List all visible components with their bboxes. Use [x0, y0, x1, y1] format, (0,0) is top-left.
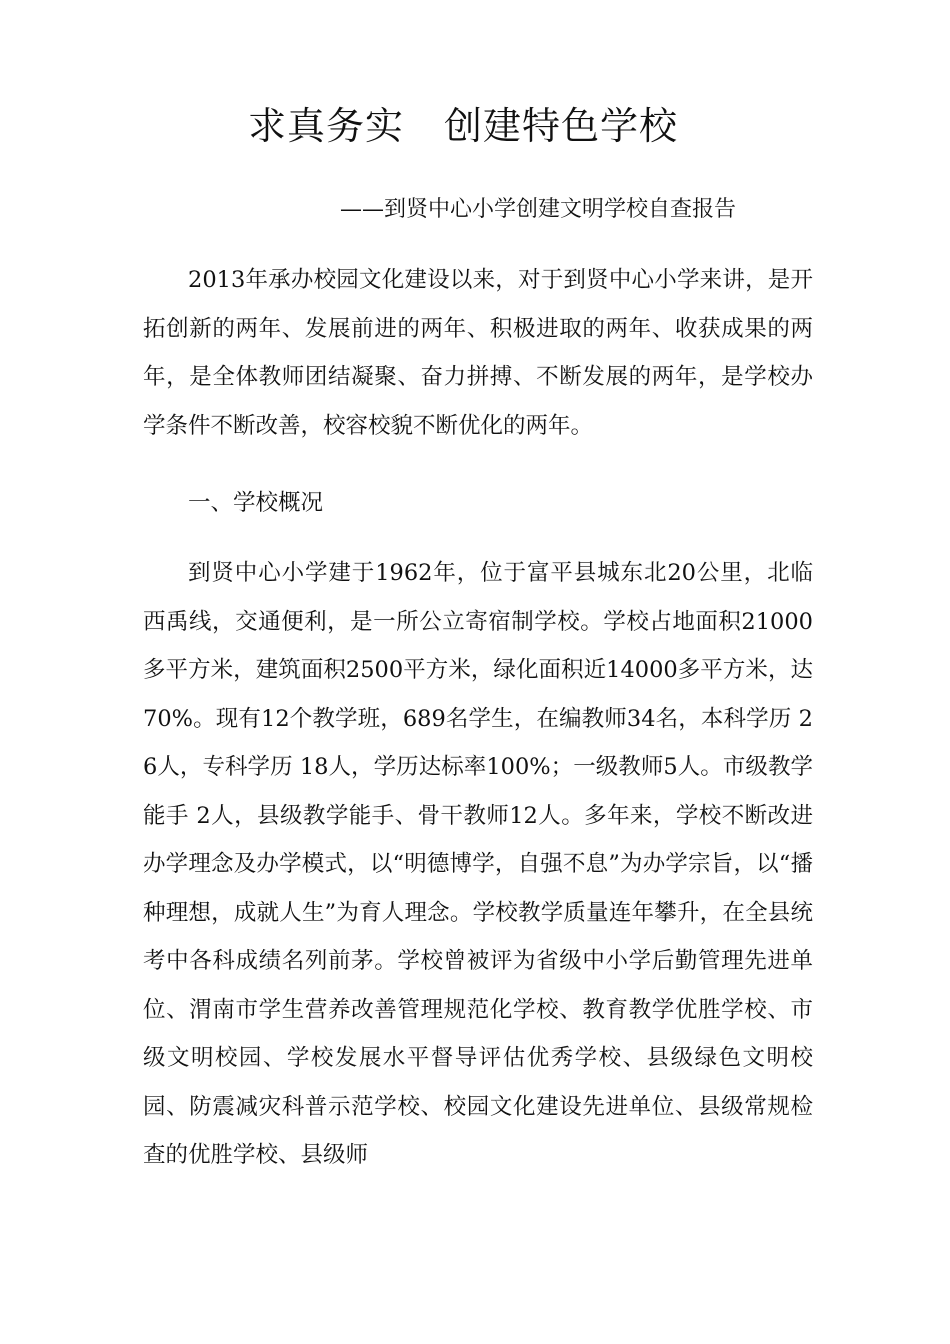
school-overview-paragraph: 到贤中心小学建于1962年，位于富平县城东北20公里，北临西禹线，交通便利，是一所公立寄宿制学校。学校占地面积21000多平方米，建筑面积2500平方米，绿化面积近14000多平方米，达70%。现有12个教学班，689名学生，在编教师34名，本科学历 26人，专科学历 18人，学历达标率100%；一级教师5人。市级教学能手 2人，县级教学能手、骨干教师12人。多年来，学校不断改进办学理念及办学模式，以“明德博学，自强不息”为办学宗旨，以“播种理想，成就人生”为育人理念。学校教学质量连年攀升，在全县统考中各科成绩名列前茅。学校曾被评为省级中小学后勤管理先进单位、渭南市学生营养改善管理规范化学校、教育教学优胜学校、市级文明校园、学校发展水平督导评估优秀学校、县级绿色文明校园、防震减灾科普示范学校、校园文化建设先进单位、县级常规检查的优胜学校、县级师	[143, 560, 813, 1168]
intro-paragraph: 2013年承办校园文化建设以来，对于到贤中心小学来讲，是开拓创新的两年、发展前进的两年、积极进取的两年、收获成果的两年，是全体教师团结凝聚、奋力拼搏、不断发展的两年，是学校办学条件不断改善，校容校貌不断优化的两年。	[143, 267, 813, 439]
document-subtitle: ——到贤中心小学创建文明学校自查报告	[340, 197, 737, 222]
document-title	[248, 98, 808, 154]
title-part-2: 创建特色学校	[444, 104, 679, 148]
title-part-1: 求真务实	[248, 104, 405, 148]
section-heading-school-overview: 一、学校概况	[188, 490, 324, 516]
